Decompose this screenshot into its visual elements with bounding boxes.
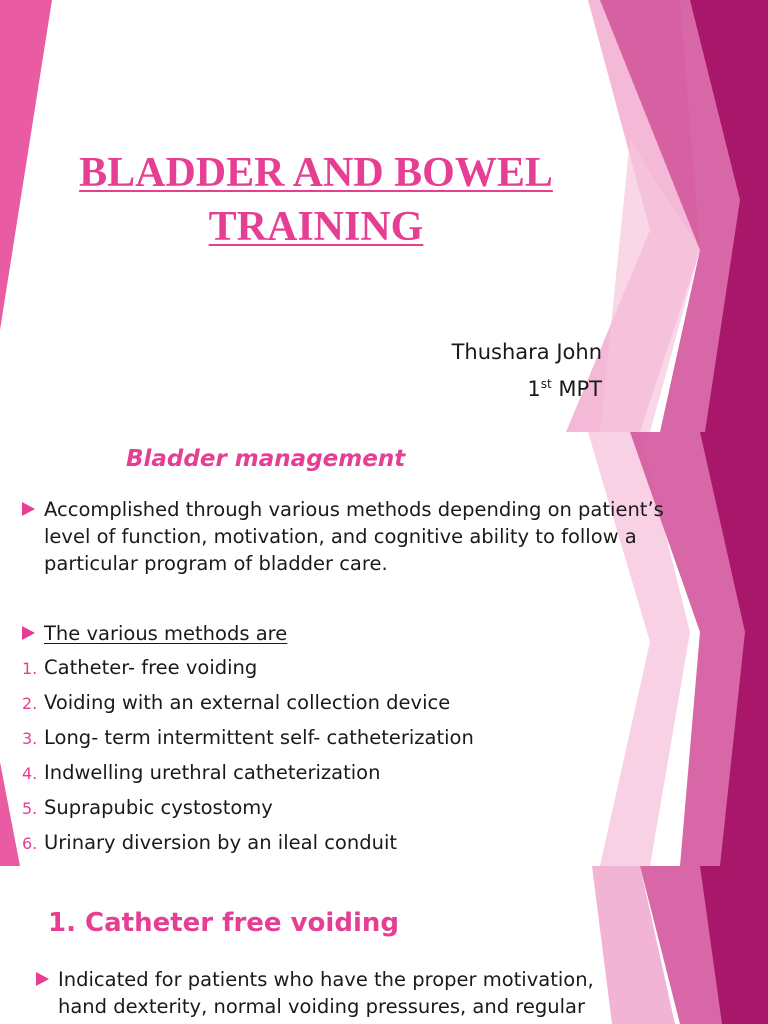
list-number: 1. xyxy=(22,659,38,678)
list-item xyxy=(22,794,273,822)
catheter-bullet-text: Indicated for patients who have the proper motivation, hand dexterity, normal voiding pressures, and regular xyxy=(58,968,594,1018)
title-line-1: BLADDER AND BOWEL xyxy=(79,150,553,196)
list-text: Catheter- free voiding xyxy=(44,656,258,679)
list-item xyxy=(22,724,474,752)
list-text: Indwelling urethral catheterization xyxy=(44,761,381,784)
list-number: 3. xyxy=(22,729,38,748)
author-name: Thushara John xyxy=(451,340,602,364)
list-item xyxy=(22,689,450,717)
list-text: Long- term intermittent self- catheterization xyxy=(44,726,474,749)
list-number: 5. xyxy=(22,799,38,818)
bullet-arrow-icon xyxy=(22,626,35,640)
list-number: 2. xyxy=(22,694,38,713)
bladder-management-heading: Bladder management xyxy=(126,446,406,472)
list-item xyxy=(22,759,380,787)
list-text: Urinary diversion by an ileal conduit xyxy=(44,831,398,854)
title-line-2: TRAINING xyxy=(208,204,424,250)
author-year-number: 1 xyxy=(527,377,541,401)
list-number: 6. xyxy=(22,834,38,853)
catheter-free-voiding-heading: 1. Catheter free voiding xyxy=(48,908,399,938)
author-year-suffix: st xyxy=(540,377,552,391)
list-number: 4. xyxy=(22,764,38,783)
list-item xyxy=(22,829,397,857)
title-slide xyxy=(0,0,768,432)
list-text: Suprapubic cystostomy xyxy=(44,796,273,819)
author-program: MPT xyxy=(558,377,602,401)
bullet-arrow-icon xyxy=(36,972,49,986)
list-item xyxy=(22,654,257,682)
intro-bullet-text: Accomplished through various methods depending on patient’s level of function, motivation, and cognitive ability to follow a particular program of bladder care. xyxy=(44,498,664,575)
methods-label: The various methods are xyxy=(44,622,288,645)
presentation-title xyxy=(40,146,592,254)
bullet-arrow-icon xyxy=(22,502,35,516)
list-text: Voiding with an external collection device xyxy=(44,691,451,714)
author-program-line xyxy=(452,368,602,405)
author-block xyxy=(452,336,602,405)
